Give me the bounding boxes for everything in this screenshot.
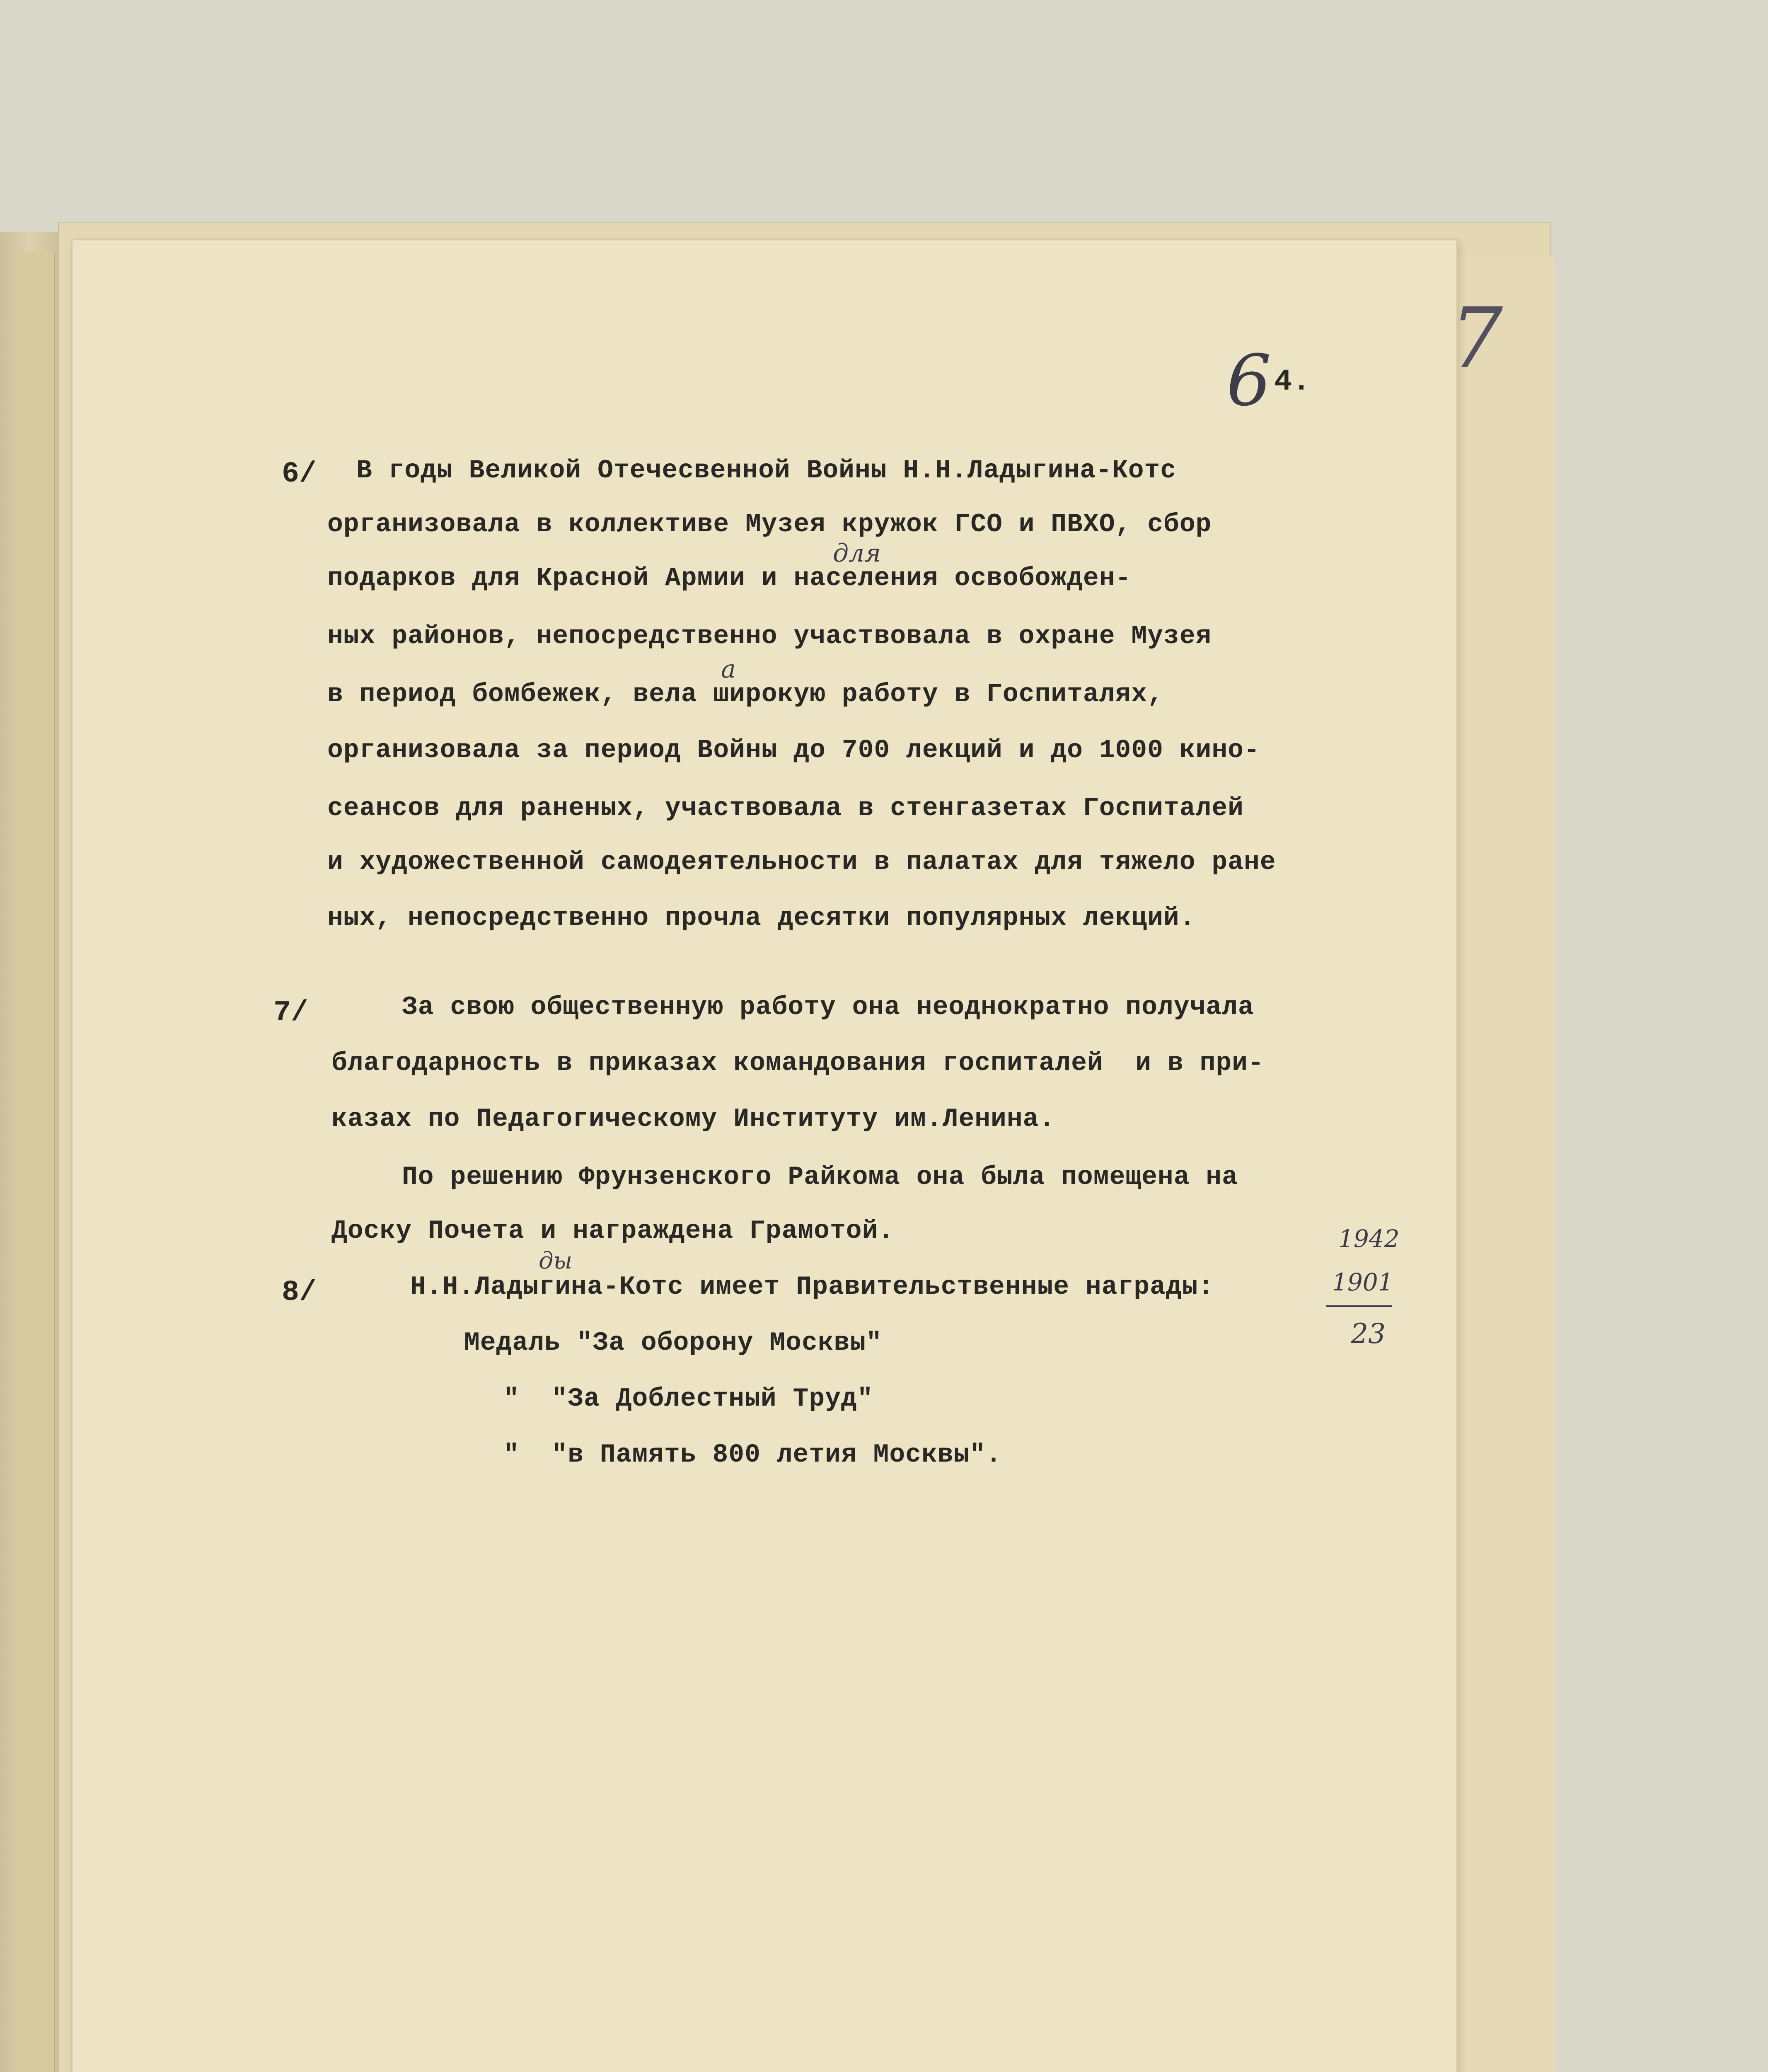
section-6-line-4: ных районов, непосредственно участвовала в охране Музея [327,622,1212,651]
award-2: " "За Доблестный Труд" [503,1384,873,1414]
margin-calc-2: 1901 [1332,1268,1393,1296]
section-7-line-3: казах по Педагогическому Институту им.Ленина. [331,1104,1055,1134]
handwritten-page-number: 6 [1226,340,1272,422]
section-7-number: 7/ [273,997,309,1029]
section-6-number: 6/ [282,458,317,491]
section-7-para2-line-1: По решению Фрунзенского Райкома она была помещена на [402,1162,1238,1192]
section-6-line-8: и художественной самодеятельности в палатах для тяжело ране [327,847,1276,877]
section-8-number: 8/ [282,1276,317,1309]
corner-archive-number: 7 [1450,290,1503,387]
section-6-line-7: сеансов для раненых, участвовала в стенгазетах Госпиталей [327,794,1244,823]
award-1: Медаль "За оборону Москвы" [464,1328,882,1358]
typed-page-number: 4. [1274,365,1311,399]
section-6-line-3: подарков для Красной Армии и населения освобожден- [327,564,1132,593]
handwritten-name-correction: ды [539,1247,573,1274]
folder-inner-edge [17,253,55,2072]
award-3: " "в Память 800 летия Москвы". [503,1440,1002,1469]
section-6-line-6: организовала за период Войны до 700 лекций и до 1000 кино- [327,736,1260,765]
handwritten-insert-a: а [721,655,736,684]
margin-calc-rule [1326,1305,1392,1307]
section-7-para2-line-2: Доску Почета и награждена Грамотой. [331,1216,895,1246]
section-6-line-9: ных, непосредственно прочла десятки популярных лекций. [327,903,1196,933]
margin-calc-1: 1942 [1338,1225,1400,1253]
section-6-line-5: в период бомбежек, вела широкую работу в Госпиталях, [327,680,1163,709]
handwritten-insert-dla: для [833,539,881,568]
section-6-line-2: организовала в коллективе Музея кружок ГСО и ПВХО, сбор [327,510,1212,539]
section-7-line-2: благодарность в приказах командования госпиталей и в при- [331,1048,1264,1078]
section-7-line-1: За свою общественную работу она неоднократно получала [402,992,1254,1022]
section-6-line-1: В годы Великой Отечесвенной Войны Н.Н.Ладыгина-Котс [356,456,1177,485]
section-8-intro: Н.Н.Ладыгина-Котс имеет Правительственные награды: [410,1272,1214,1302]
margin-calc-result: 23 [1351,1318,1386,1350]
